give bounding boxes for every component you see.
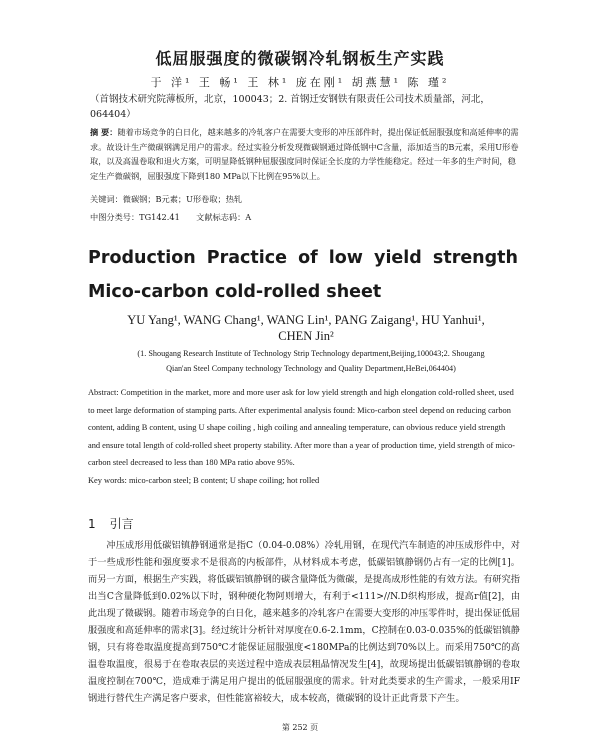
english-title-word: of [298,248,318,268]
english-authors-line-2: CHEN Jin² [278,329,334,343]
section-heading [88,515,134,532]
page-number: 第 252 页 [281,723,319,732]
chinese-abstract-text: 随着市场竞争的白日化，越来越多的冷轧客户在需要大变形的冲压部件时，提出保证低屈服强度和高延伸率的需求。故设计生产微碳钢满足用户的需求。经过实验分析发现微碳钢通过降低钢中C含量，添加适当的B元素，采用U形卷取，以及高温卷取和退火方案，可明显降低钢种屈服强度同时保证全长度的力学性能稳定。经过一年多的生产时间，稳定生产微碳钢，屈服强度下降到180 MPa以下比例在95%以上。 [90,127,519,181]
english-authors-line-1: YU Yang¹, WANG Chang¹, WANG Lin¹, PANG Zaigang¹, HU Yanhui¹, [127,313,485,327]
english-title-word: Production [88,248,196,268]
english-title-word: low [328,248,363,268]
section-number: 1 [88,517,96,531]
english-abstract: Abstract: Competition in the market, more and more user ask for low yield strength and high elongation cold-rolled sheet, used to meet large deformation of stamping parts. After experimental analysis found: Mico-carbon steel depend on reducing carbon content, adding B content, using U shape coiling , high coiling and annealing temperature, can obvious reduce yield strength and ensure total length of cold-rolled sheet property stability. After more than a year of production time, yield strength of mico-carbon steel decreased to less than 180 MPa ratio above 95%. [88,388,515,467]
english-affiliation [96,346,526,376]
english-title-word: yield [374,248,422,268]
english-title-line-1 [88,248,518,268]
chinese-authors: 于 洋¹ 王 畅¹ 王 林¹ 庞在刚¹ 胡燕慧¹ 陈 瑾² [150,76,450,89]
english-keywords: Key words: mico-carbon steel; B content; U shape coiling; hot rolled [88,476,320,485]
chinese-keywords-label: 关键词： [90,194,123,204]
chinese-keywords-text: 微碳钢；B元素；U形卷取；热轧 [122,194,243,204]
chinese-abstract-label: 摘 要： [90,127,118,137]
english-affiliation-line-1: (1. Shougang Research Institute of Technology Strip Technology department,Beijing,100043;2. Shougang [137,349,485,358]
section-title: 引言 [109,517,134,531]
chinese-affiliation: （首钢技术研究院薄板所，北京，100043；2. 首钢迁安钢铁有限责任公司技术质量部，河北，064404） [90,94,490,120]
chinese-abstract [90,125,520,183]
introduction-paragraph: 冲压成形用低碳铝镇静钢通常是指C（0.04-0.08%）冷轧用钢，在现代汽车制造的冲压成形件中，对于一些成形性能和强度要求不是很高的内板部件，从材料成本考虑，低碳铝镇静钢仍占有一定的比例[1]。而另一方面，根据生产实践，将低碳铝镇静钢的碳含量降低为微碳，是提高成形性能的有效方法。有研究指出当C含量降低到0.02%以下时，钢种硬化物阿则增大，有利于<111>//N.D织构形成，提高r值[2]，由此出现了微碳钢。随着市场竞争的白日化，越来越多的冷轧客户在需要大变形的冲压零件时，提出保证低屈服强度和高延伸率的需求[3]。经过统计分析针对厚度在0.6-2.1mm，C控制在0.03-0.035%的低碳铝镇静钢，只有将卷取温度提高到750℃才能保证屈服强度<180MPa的比例达到70%以上。而采用750℃的高温卷取温度，很易于在卷取表层的夹送过程中造成表层粗晶情况发生[4]，故现场提出低碳铝镇静钢的卷取温度控制在700℃，造成难于满足用户提出的低屈服强度的需求。针对此类要求的生产需求，一般采用IF钢进行替代生产满足客户要求，但性能富裕较大，成本较高，微碳钢的设计正此背景下产生。 [88,540,520,704]
chinese-title: 低屈服强度的微碳钢冷轧钢板生产实践 [155,49,445,68]
english-affiliation-line-2: Qian'an Steel Company technology Technology and Quality Department,HeBei,064404) [166,364,456,373]
classification-code: 中图分类号：TG142.41 文献标志码：A [90,212,252,222]
english-title-word: strength [432,248,518,268]
english-title-line-2: Mico-carbon cold-rolled sheet [88,282,382,302]
english-title-word: Practice [206,248,287,268]
chinese-keywords [90,194,520,205]
english-authors [86,312,526,344]
